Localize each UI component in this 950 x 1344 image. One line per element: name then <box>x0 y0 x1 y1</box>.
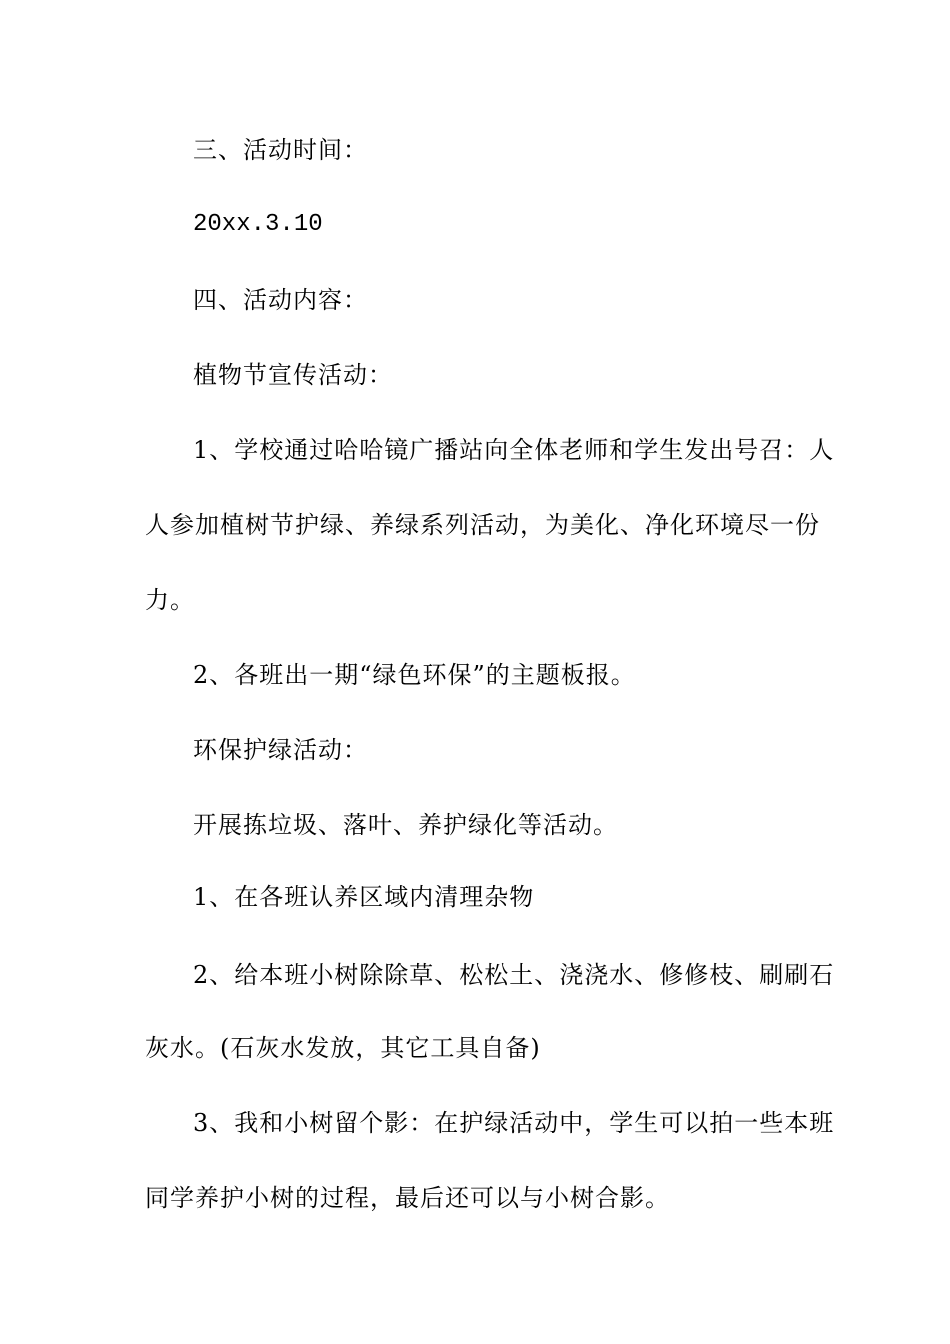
subheading-promotion: 植物节宣传活动： <box>193 361 393 389</box>
paragraph-line: 同学养护小树的过程，最后还可以与小树合影。 <box>145 1184 670 1212</box>
paragraph-line: 2、各班出一期“绿色环保”的主题板报。 <box>193 661 636 689</box>
paragraph-line: 人参加植树节护绿、养绿系列活动，为美化、净化环境尽一份 <box>145 511 820 539</box>
paragraph-line: 1、学校通过哈哈镜广播站向全体老师和学生发出号召：人 <box>193 436 835 464</box>
paragraph-line: 开展拣垃圾、落叶、养护绿化等活动。 <box>193 811 618 839</box>
list-item: 3、我和小树留个影：在护绿活动中，学生可以拍一些本班 <box>193 1109 835 1137</box>
section-heading-time: 三、活动时间： <box>193 136 368 164</box>
activity-date: 20xx.3.10 <box>193 211 323 238</box>
section-heading-content: 四、活动内容： <box>193 286 368 314</box>
list-item: 2、给本班小树除除草、松松土、浇浇水、修修枝、刷刷石 <box>193 961 835 989</box>
subheading-green-protection: 环保护绿活动： <box>193 736 368 764</box>
paragraph-line: 力。 <box>145 586 195 614</box>
list-item: 1、在各班认养区域内清理杂物 <box>193 883 535 911</box>
paragraph-line: 灰水。(石灰水发放，其它工具自备) <box>145 1034 541 1062</box>
